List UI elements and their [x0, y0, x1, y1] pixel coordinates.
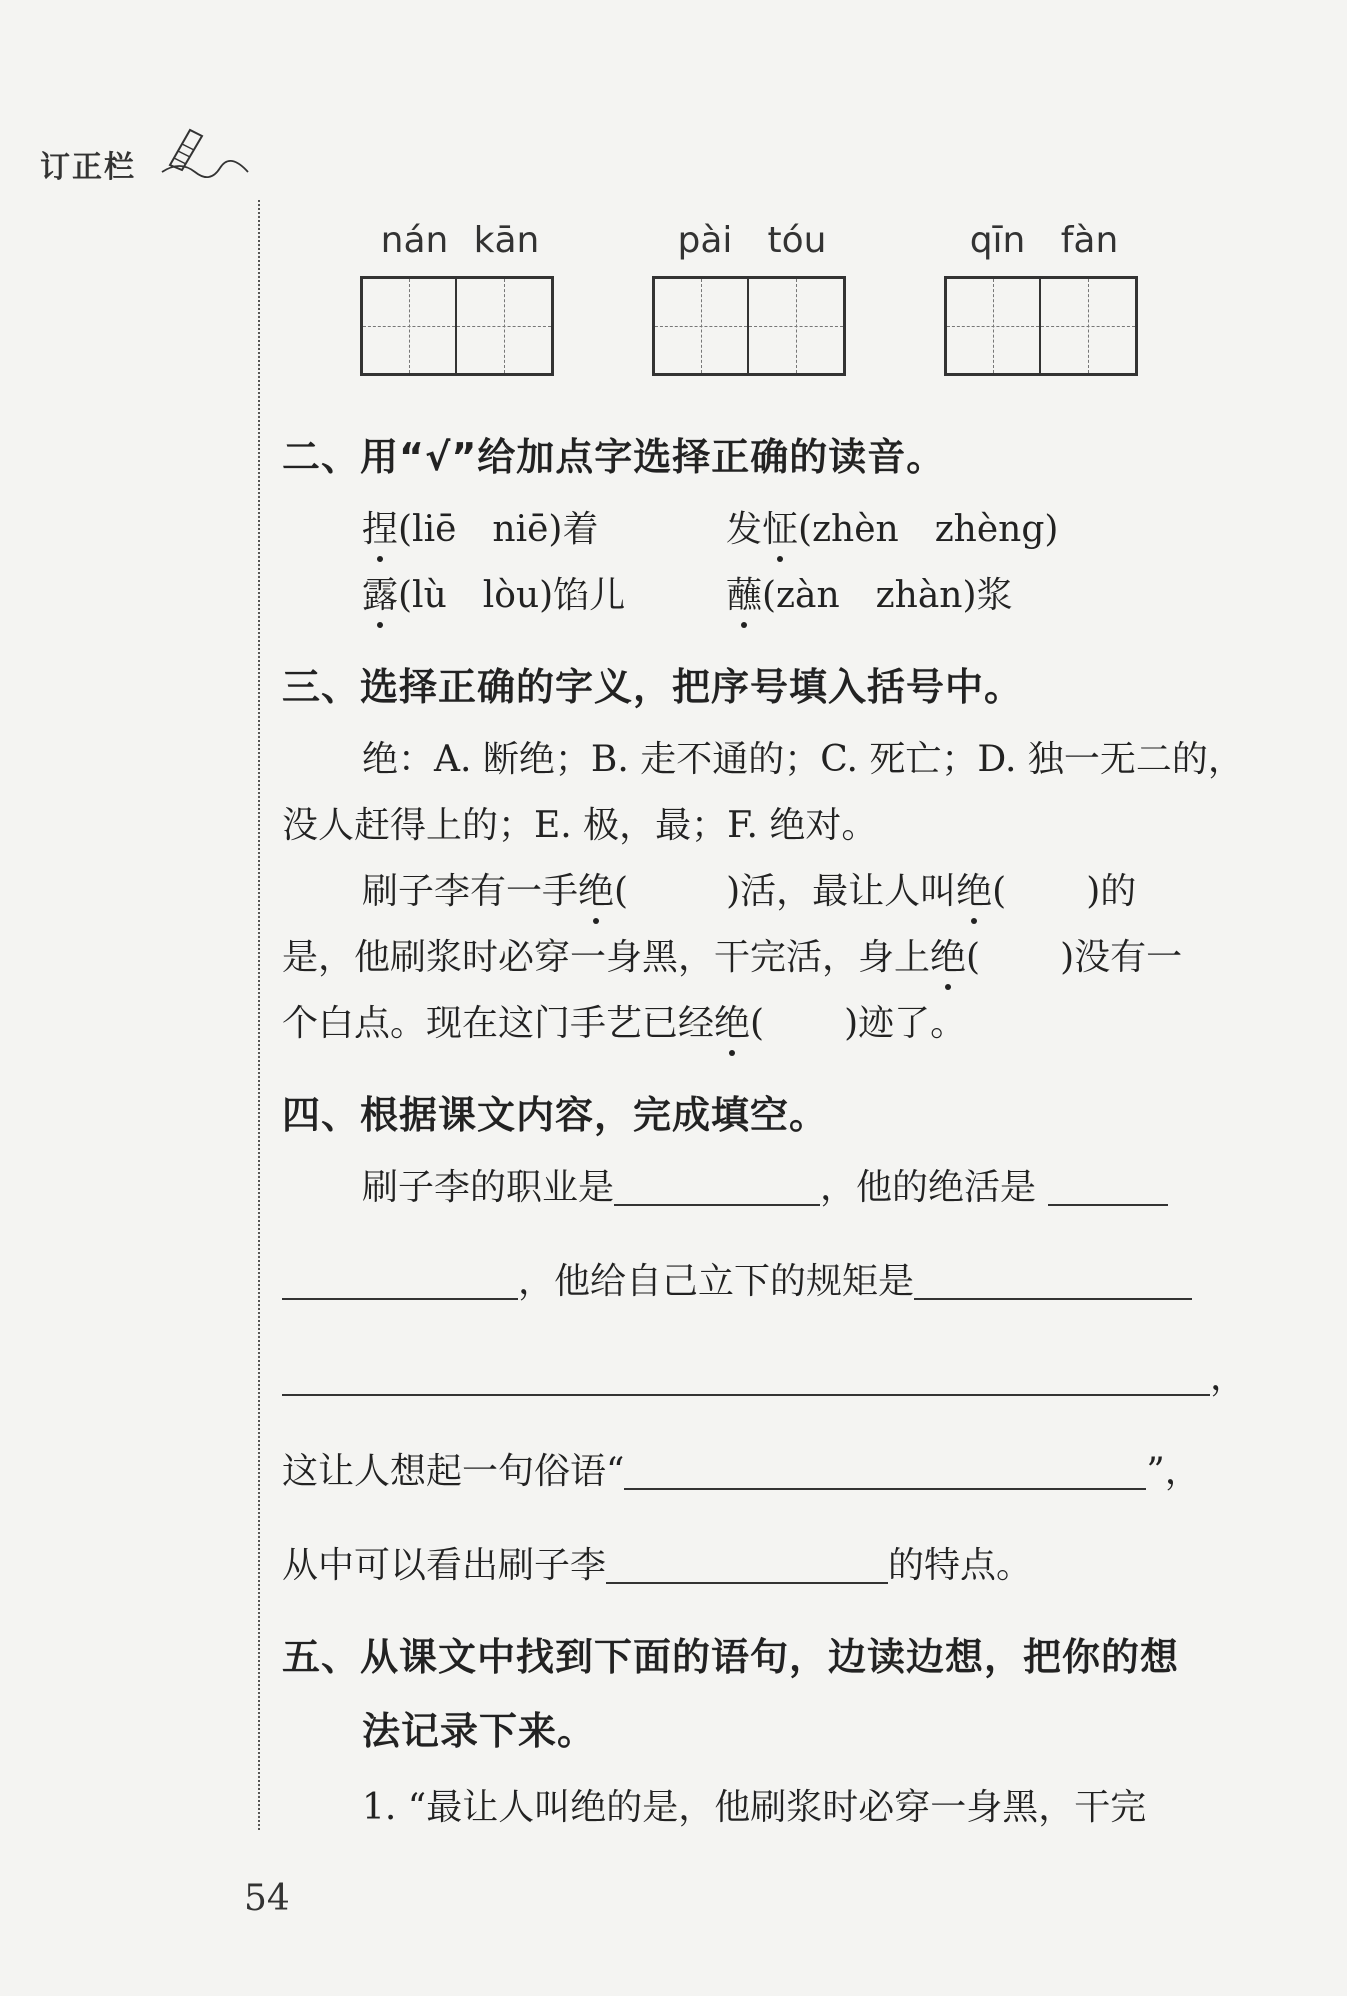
pinyin-grid-1 — [360, 220, 560, 271]
dotted-char: 绝 — [714, 1003, 751, 1044]
section-2-heading: 二、用“√”给加点字选择正确的读音。 — [282, 435, 946, 479]
definition-line: 绝：A. 断绝；B. 走不通的；C. 死亡；D. 独一无二的， — [362, 739, 1244, 780]
pinyin-grid-3 — [944, 220, 1144, 271]
paren-close: ) — [1060, 937, 1075, 978]
fill-line — [282, 1546, 1032, 1584]
pinyin-options: (lù lòu) — [398, 575, 554, 616]
answer-blank[interactable] — [282, 1358, 1210, 1396]
dotted-char: 绝 — [578, 871, 615, 912]
fill-line — [362, 1168, 1168, 1206]
passage-text: 没有一 — [1074, 937, 1183, 978]
pinyin-syllable: fàn — [1060, 220, 1119, 261]
pronunciation-item[interactable] — [726, 509, 1059, 550]
passage-line — [282, 937, 1183, 978]
pinyin-options: (zàn zhàn) — [762, 575, 977, 616]
answer-blank[interactable] — [1048, 1168, 1168, 1206]
pencil-icon — [160, 120, 250, 180]
fill-line — [282, 1358, 1246, 1396]
fill-text: 刷子李的职业是 — [362, 1167, 615, 1208]
passage-text: 刷子李有一手 — [362, 871, 579, 912]
pinyin-syllable: tóu — [767, 220, 827, 261]
paren-open: ( — [992, 871, 1007, 912]
dotted-char: 露 — [362, 575, 399, 616]
fill-text: ”， — [1146, 1451, 1201, 1492]
answer-blank[interactable] — [282, 1262, 518, 1300]
section-3-heading: 三、选择正确的字义，把序号填入括号中。 — [282, 665, 1024, 709]
passage-line — [362, 871, 1137, 912]
pronunciation-item[interactable] — [726, 575, 1013, 616]
writing-grid[interactable] — [360, 276, 554, 376]
answer-blank[interactable] — [614, 1168, 820, 1206]
paren-open: ( — [614, 871, 629, 912]
fill-text: 这让人想起一句俗语“ — [282, 1451, 625, 1492]
section-5-heading: 五、从课文中找到下面的语句，边读边想，把你的想 — [282, 1635, 1180, 1679]
word-tail: 馅儿 — [553, 575, 626, 616]
pinyin-syllable: kān — [473, 220, 540, 261]
correction-column-label: 订正栏 — [40, 150, 136, 185]
margin-dotted-line — [258, 200, 260, 1830]
pronunciation-item[interactable] — [362, 575, 626, 616]
fill-text: 从中可以看出刷子李 — [282, 1545, 607, 1586]
passage-text: 个白点。现在这门手艺已经 — [282, 1003, 715, 1044]
paren-close: ) — [844, 1003, 859, 1044]
pinyin-options: (zhèn zhèng) — [798, 509, 1059, 550]
fill-text: ，他的绝活是 — [820, 1167, 1037, 1208]
pinyin-syllable: nán — [380, 220, 449, 261]
pinyin-grid-2 — [652, 220, 852, 271]
dotted-char: 绝 — [956, 871, 993, 912]
dotted-char: 绝 — [930, 937, 967, 978]
paren-open: ( — [966, 937, 981, 978]
paren-close: ) — [726, 871, 741, 912]
answer-blank[interactable] — [606, 1546, 888, 1584]
passage-text: 迹了。 — [858, 1003, 967, 1044]
pinyin-options: (liē niē) — [398, 509, 563, 550]
passage-text: 的 — [1100, 871, 1137, 912]
definition-line: 没人赶得上的；E. 极，最；F. 绝对。 — [282, 805, 878, 846]
question-line: 1. “最让人叫绝的是，他刷浆时必穿一身黑，干完 — [362, 1787, 1147, 1828]
paren-open: ( — [750, 1003, 765, 1044]
passage-line — [282, 1003, 967, 1044]
page-number: 54 — [244, 1878, 290, 1919]
word-tail: 着 — [562, 509, 599, 550]
dotted-char: 怔 — [762, 509, 799, 550]
paren-close: ) — [1086, 871, 1101, 912]
writing-grid[interactable] — [652, 276, 846, 376]
answer-blank[interactable] — [914, 1262, 1192, 1300]
pinyin-syllable: qīn — [969, 220, 1026, 261]
answer-blank[interactable] — [624, 1452, 1146, 1490]
fill-line — [282, 1262, 1192, 1300]
dotted-char: 捏 — [362, 509, 399, 550]
fill-text: ，他给自己立下的规矩是 — [518, 1261, 915, 1302]
section-4-heading: 四、根据课文内容，完成填空。 — [282, 1093, 829, 1137]
fill-text: 的特点。 — [888, 1545, 1033, 1586]
word-prefix: 发 — [726, 509, 763, 550]
fill-line — [282, 1452, 1201, 1490]
passage-text: 是，他刷浆时必穿一身黑，干完活，身上 — [282, 937, 931, 978]
section-5-heading-cont: 法记录下来。 — [362, 1709, 597, 1753]
fill-text: ， — [1210, 1357, 1247, 1398]
word-tail: 浆 — [976, 575, 1013, 616]
writing-grid[interactable] — [944, 276, 1138, 376]
passage-text: 活，最让人叫 — [740, 871, 957, 912]
pronunciation-item[interactable] — [362, 509, 599, 550]
dotted-char: 蘸 — [726, 575, 763, 616]
pinyin-syllable: pài — [677, 220, 733, 261]
